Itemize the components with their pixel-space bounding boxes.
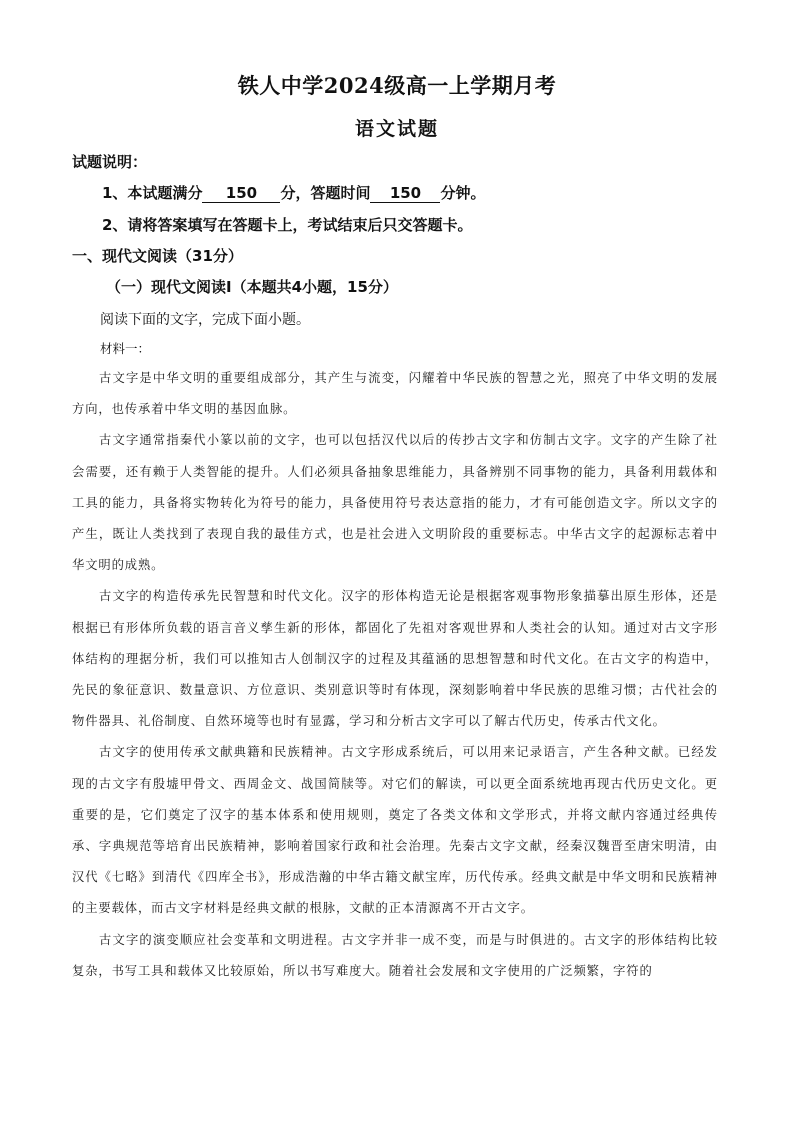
reading-direction: 阅读下面的文字，完成下面小题。 (100, 312, 310, 328)
instruction-1-prefix: 1、本试题满分 (102, 184, 203, 202)
instruction-1-suffix: 分钟。 (440, 184, 486, 202)
instruction-1-mid: 分，答题时间 (280, 184, 371, 202)
passage-paragraph: 古文字通常指秦代小篆以前的文字，也可以包括汉代以后的传抄古文字和仿制古文字。文字的产生除了社会需要，还有赖于人类智能的提升。人们必须具备抽象思维能力，具备辨别不同事物的能力，具备利用载体和工具的能力，具备将实物转化为符号的能力，具备使用符号表达意指的能力，才有可能创造文字。所以文字的产生，既让人类找到了表现自我的最佳方式，也是社会进入文明阶段的重要标志。中华古文字的起源标志着中华文明的成熟。 (72, 433, 718, 573)
passage-paragraph: 古文字的演变顺应社会变革和文明进程。古文字并非一成不变，而是与时俱进的。古文字的形体结构比较复杂，书写工具和载体又比较原始，所以书写难度大。随着社会发展和文字使用的广泛频繁，字符的 (72, 932, 718, 978)
full-score-value: 150 (202, 185, 280, 203)
passage-paragraph: 古文字是中华文明的重要组成部分，其产生与流变，闪耀着中华民族的智慧之光，照亮了中华文明的发展方向，也传承着中华文明的基因血脉。 (72, 371, 718, 417)
exam-subtitle: 语文试题 (354, 118, 439, 140)
section-title: 一、现代文阅读（31分） (72, 247, 243, 265)
exam-title: 铁人中学2024级高一上学期月考 (237, 73, 557, 98)
instruction-item-1 (102, 182, 485, 203)
instruction-item-2: 2、请将答案填写在答题卡上，考试结束后只交答题卡。 (102, 216, 473, 234)
instructions-label: 试题说明： (72, 153, 148, 171)
passage-paragraph: 古文字的构造传承先民智慧和时代文化。汉字的形体构造无论是根据客观事物形象描摹出原生形体，还是根据已有形体所负载的语言音义孳生新的形体，都固化了先祖对客观世界和人类社会的认知。通过对古文字形体结构的理据分析，我们可以推知古人创制汉字的过程及其蕴涵的思想智慧和时代文化。在古文字的构造中，先民的象征意识、数量意识、方位意识、类别意识等时有体现，深刻影响着中华民族的思维习惯；古代社会的物件器具、礼俗制度、自然环境等也时有显露，学习和分析古文字可以了解古代历史，传承古代文化。 (72, 589, 718, 729)
passage-paragraph: 古文字的使用传承文献典籍和民族精神。古文字形成系统后，可以用来记录语言，产生各种文献。已经发现的古文字有殷墟甲骨文、西周金文、战国简牍等。对它们的解读，可以更全面系统地再现古代历史文化。更重要的是，它们奠定了汉字的基本体系和使用规则，奠定了各类文体和文学形式，并将文献内容通过经典传承、字典规范等培育出民族精神，影响着国家行政和社会治理。先秦古文字文献，经秦汉魏晋至唐宋明清，由汉代《七略》到清代《四库全书》，形成浩瀚的中华古籍文献宝库，历代传承。经典文献是中华文明和民族精神的主要载体，而古文字材料是经典文献的根脉，文献的正本清源离不开古文字。 (72, 745, 718, 916)
exam-time-value: 150 (370, 185, 440, 203)
subsection-title: （一）现代文阅读Ⅰ（本题共4小题，15分） (106, 278, 398, 296)
passage-body (72, 363, 718, 987)
material-label: 材料一： (100, 341, 151, 356)
